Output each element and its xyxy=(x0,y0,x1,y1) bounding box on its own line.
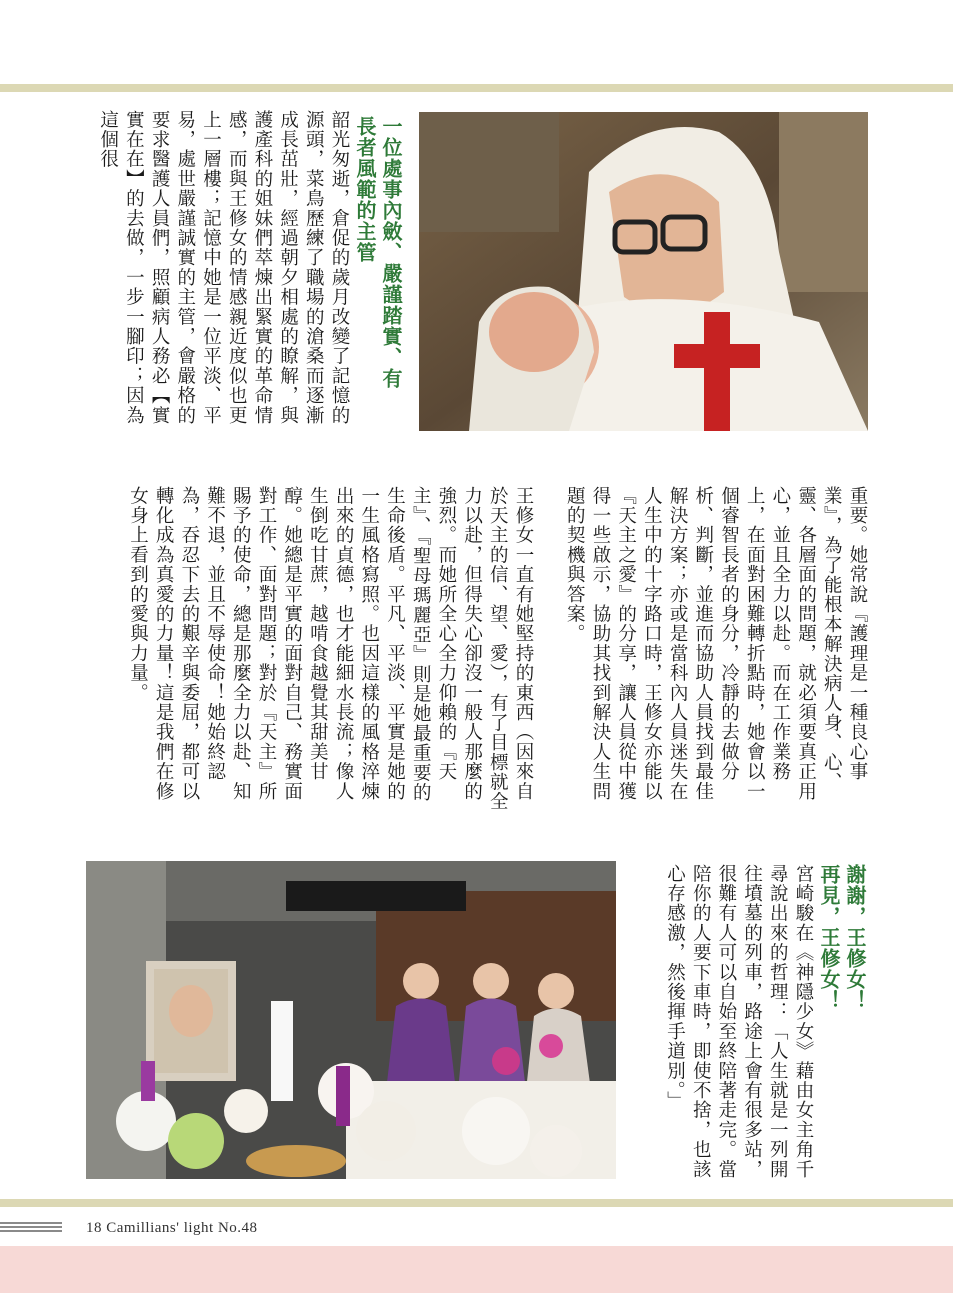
top-decorative-band xyxy=(0,84,953,92)
bottom-decorative-band xyxy=(0,1199,953,1207)
section1-heading: 一位處事內斂、嚴謹踏實、有長者風範的主管 xyxy=(353,116,403,389)
section1-body: 韶光匆逝，倉促的歲月改變了記憶的源頭，菜鳥歷練了職場的滄桑而逐漸成長茁壯，經過朝夕相處的瞭解，與護產科的姐妹們萃煉出緊實的革命情感，而與王修女的情感親近度似也更上一層樓；記憶中她是一位平淡、平易，處世嚴謹誠實的主管，會嚴格的要求醫護人員們，照顧病人務必【實實在在】的去做，一步一腳印；因為這個很 xyxy=(97,110,350,426)
footer-lines-decoration xyxy=(0,1222,62,1236)
section2-right-column: 重要。她常說『護理是一種良心事業』，為了能根本解決病人身、心、靈、各層面的問題，就必須要真正用心，並且全力以赴。而在工作業務上，在面對困難轉折點時，她會以一個睿智長者的身分，冷靜的去做分析、判斷，並進而協助人員找到最佳解決方案；亦或是當科內人員迷失在人生中的十字路口時，王修女亦能以『天主之愛』的分享，讓人員從中獲得一些啟示，協助其找到解決人生問題的契機與答案。 xyxy=(564,486,868,802)
section2-left-column: 王修女一直有她堅持的東西（因來自於天主的信、望、愛），有了目標就全力以赴，但得失心卻沒一般人那麼的強烈。而她所全心全力仰賴的『天主』、『聖母瑪麗亞』則是她最重要的生命後盾。平凡、平淡、平實是她的一生風格寫照。也因這樣的風格淬煉出來的貞德，也才能細水長流；像人生倒吃甘蔗，越啃食越覺其甜美甘醇。她總是平實的面對自己、務實面對工作、面對問題；對於『天主』所賜予的使命，總是那麼全力以赴、知難不退，並且不辱使命！她始終認為，吞忍下去的艱辛與委屈，都可以轉化成為真愛的力量！這是我們在修女身上看到的愛與力量。 xyxy=(127,486,534,812)
memorial-mass-photo xyxy=(86,861,616,1179)
nun-holding-baby-photo xyxy=(419,112,868,431)
page-footer-label: 18 Camillians' light No.48 xyxy=(86,1220,258,1236)
section3-body: 宮崎駿在《神隱少女》藉由女主角千尋說出來的哲理：「人生就是一列開往墳墓的列車，路途上會有很多站，很難有人可以自始至終陪著走完。當陪你的人要下車時，即使不捨，也該心存感激，然後揮手道別。」 xyxy=(664,864,814,1180)
footer-pink-band xyxy=(0,1246,953,1293)
section3-heading: 謝謝，王修女！再見，王修女！ xyxy=(817,864,867,1011)
